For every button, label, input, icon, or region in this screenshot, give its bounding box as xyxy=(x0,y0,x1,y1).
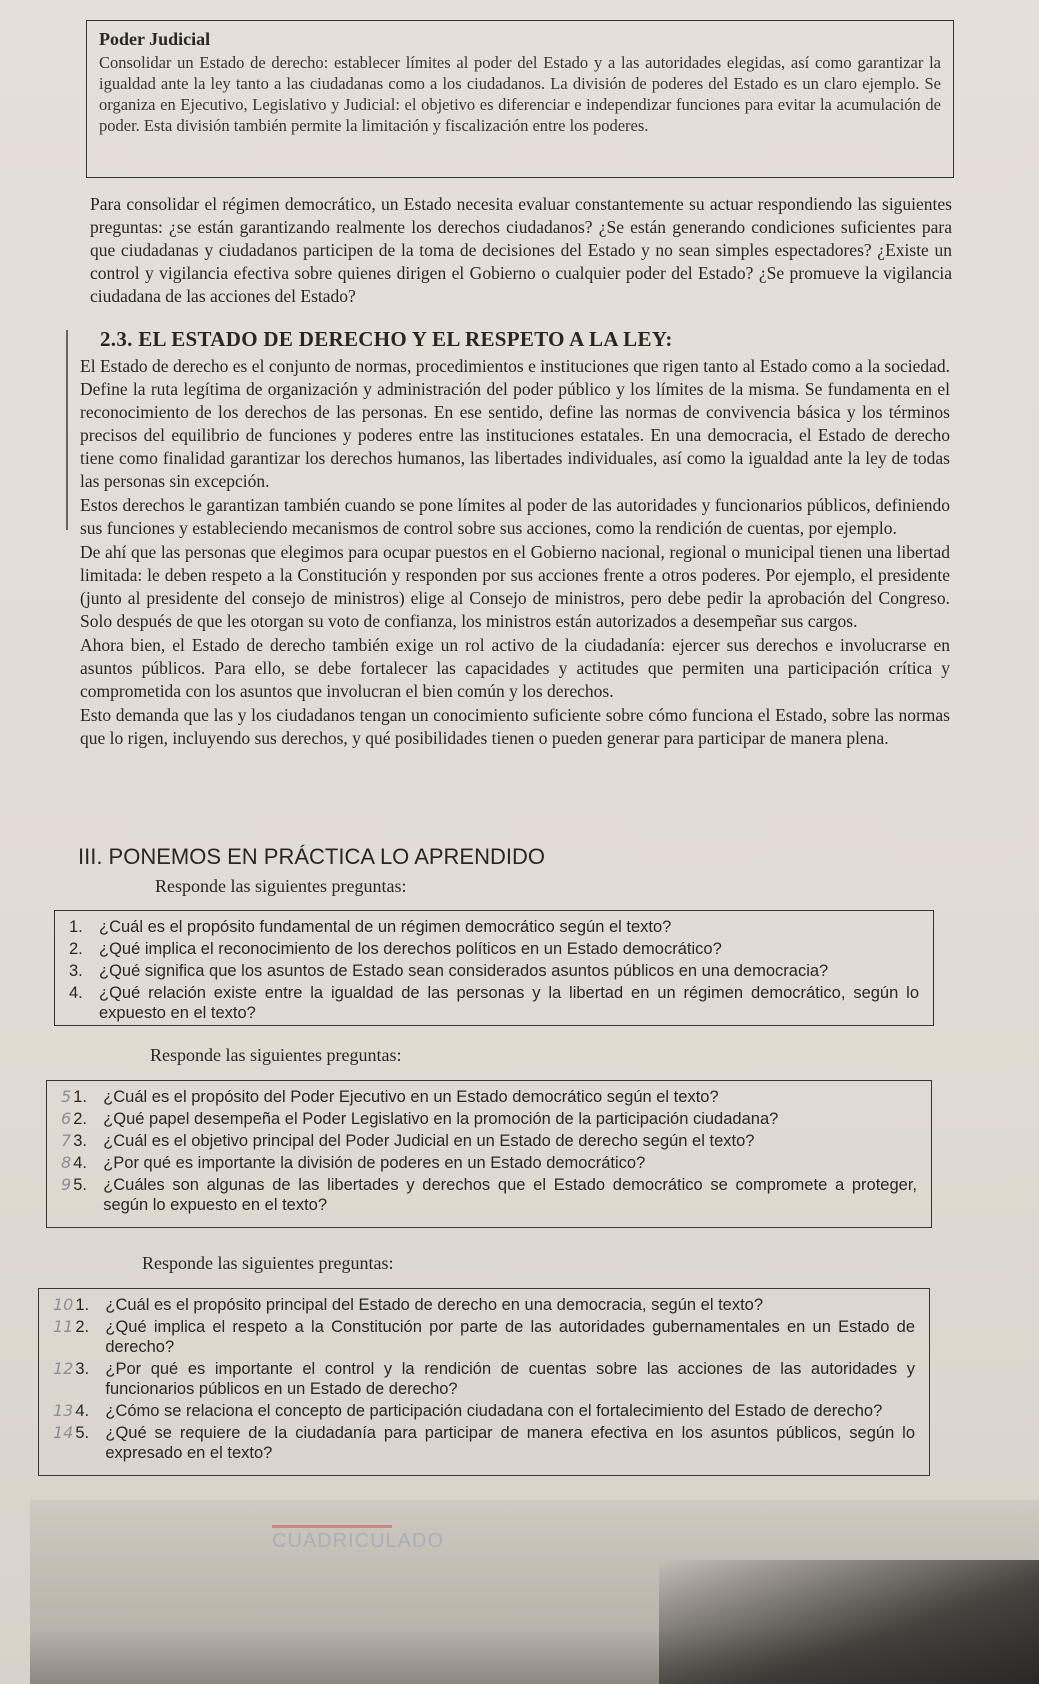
section-paragraph: De ahí que las personas que elegimos para ocupar puestos en el Gobierno nacional, regional o municipal tienen una libertad limitada: le deben respeto a la Constitución y responden por sus acciones frente a otros poderes. Por ejemplo, el presidente (junto al presidente del consejo de ministros) elige al Consejo de ministros, pero debe pedir la aprobación del Congreso. Solo después de que les otorgan su voto de confianza, los ministros están autorizados a desempeñar sus cargos. xyxy=(80,542,950,631)
notebook-stripe xyxy=(272,1525,392,1528)
question-item: 12 3. ¿Por qué es importante el control y la rendición de cuentas sobre las acciones de las autoridades y funcionarios públicos en un Estado de derecho? xyxy=(53,1359,915,1398)
handwritten-number: 6 xyxy=(61,1109,72,1128)
handwritten-number: 8 xyxy=(61,1153,72,1172)
section-paragraph: Ahora bien, el Estado de derecho también exige un rol activo de la ciudadanía: ejercer sus derechos e involucrarse en asuntos públicos. Para ello, se debe fortalecer las capacidades y actitudes que permiten una participación crítica y comprometida con los asuntos que involucran el bien común y los derechos. xyxy=(80,635,950,701)
section-paragraph: El Estado de derecho es el conjunto de normas, procedimientos e instituciones que rigen tanto al Estado como a la sociedad. Define la ruta legítima de organización y administración del poder público y los límites de la misma. Se fundamenta en el reconocimiento de los derechos de las personas. En ese sentido, define las normas de convivencia básica y los términos precisos del equilibrio de funciones y poderes entre las instituciones estatales. En una democracia, el Estado de derecho tiene como finalidad garantizar los derechos humanos, las libertades individuales, así como la igualdad ante la ley de todas las personas sin excepción. xyxy=(80,356,950,491)
practice-heading: III. PONEMOS EN PRÁCTICA LO APRENDIDO xyxy=(78,844,545,869)
respond-label: Responde las siguientes preguntas: xyxy=(142,1253,394,1273)
handwritten-number: 9 xyxy=(61,1175,72,1194)
poder-judicial-box xyxy=(86,20,954,178)
handwritten-number: 7 xyxy=(61,1131,72,1150)
questions-box-1 xyxy=(54,910,934,1026)
question-item: 6 2. ¿Qué papel desempeña el Poder Legislativo en la promoción de la participación ciudadana? xyxy=(61,1109,779,1128)
handwritten-number: 13 xyxy=(53,1401,74,1420)
question-item: 3. ¿Qué significa que los asuntos de Estado sean considerados asuntos públicos en una democracia? xyxy=(69,962,829,980)
poder-judicial-title: Poder Judicial xyxy=(99,29,211,49)
question-item: 4. ¿Qué relación existe entre la igualdad de las personas y la libertad en un régimen democrático, según lo expuesto en el texto? xyxy=(69,984,919,1022)
question-item: 2. ¿Qué implica el reconocimiento de los derechos políticos en un Estado democrático? xyxy=(69,940,722,958)
democracy-paragraph: Para consolidar el régimen democrático, un Estado necesita evaluar constantemente su actuar respondiendo las siguientes preguntas: ¿se están garantizando realmente los derechos ciudadanos? ¿Se están generando condiciones suficientes para que ciudadanas y ciudadanos participen de la toma de decisiones del Estado y no sean simples espectadores? ¿Existe un control y vigilancia efectiva sobre quienes dirigen el Gobierno o cualquier poder del Estado? ¿Se promueve la vigilancia ciudadana de las acciones del Estado? xyxy=(90,194,952,306)
section-heading: 2.3. EL ESTADO DE DERECHO Y EL RESPETO A LA LEY: xyxy=(100,327,673,351)
poder-judicial-text: Consolidar un Estado de derecho: establecer límites al poder del Estado y a las autoridades elegidas, así como garantizar la igualdad ante la ley tanto a las ciudadanas como a los ciudadanos. La división de poderes del Estado es un claro ejemplo. Se organiza en Ejecutivo, Legislativo y Judicial: el objetivo es diferenciar e independizar funciones para evitar la acumulación de poder. Esta división también permite la limitación y fiscalización entre los poderes. xyxy=(99,53,941,135)
question-item: 5 1. ¿Cuál es el propósito del Poder Ejecutivo en un Estado democrático según el texto? xyxy=(61,1087,719,1106)
respond-label: Responde las siguientes preguntas: xyxy=(150,1045,402,1065)
handwritten-number: 11 xyxy=(53,1317,74,1336)
handwritten-number: 12 xyxy=(53,1359,74,1378)
question-item: 1. ¿Cuál es el propósito fundamental de un régimen democrático según el texto? xyxy=(69,918,672,936)
questions-box-3 xyxy=(38,1288,930,1476)
question-list xyxy=(69,917,919,1023)
question-item: 11 2. ¿Qué implica el respeto a la Constitución por parte de las autoridades gubernamentales en un Estado de derecho? xyxy=(53,1317,915,1356)
questions-box-2 xyxy=(46,1080,932,1228)
question-item: 7 3. ¿Cuál es el objetivo principal del Poder Judicial en un Estado de derecho según el texto? xyxy=(61,1131,755,1150)
notebook-brand: CUADRICULADO xyxy=(272,1530,445,1552)
question-item: 9 5. ¿Cuáles son algunas de las libertades y derechos que el Estado democrático se compromete a proteger, según lo expuesto en el texto? xyxy=(61,1175,917,1214)
question-list xyxy=(53,1295,915,1463)
section-paragraph: Esto demanda que las y los ciudadanos tengan un conocimiento suficiente sobre cómo funciona el Estado, sobre las normas que lo rigen, incluyendo sus derechos, y qué posibilidades tienen o pueden generar para participar de manera plena. xyxy=(80,705,950,748)
question-item: 14 5. ¿Qué se requiere de la ciudadanía para participar de manera efectiva en los asuntos públicos, según lo expresado en el texto? xyxy=(53,1423,915,1462)
shadow xyxy=(659,1560,1039,1684)
handwritten-number: 5 xyxy=(61,1087,72,1106)
question-item: 10 1. ¿Cuál es el propósito principal del Estado de derecho en una democracia, según el texto? xyxy=(53,1295,764,1314)
section-paragraph: Estos derechos le garantizan también cuando se pone límites al poder de las autoridades y funcionarios públicos, definiendo sus funciones y estableciendo mecanismos de control sobre sus acciones, como la rendición de cuentas, por ejemplo. xyxy=(80,495,950,538)
margin-mark xyxy=(66,330,68,530)
handwritten-number: 14 xyxy=(53,1423,74,1442)
question-list xyxy=(61,1087,917,1215)
question-item: 8 4. ¿Por qué es importante la división de poderes en un Estado democrático? xyxy=(61,1153,646,1172)
section-body xyxy=(80,355,950,751)
respond-label: Responde las siguientes preguntas: xyxy=(155,876,407,896)
handwritten-number: 10 xyxy=(53,1295,74,1314)
question-item: 13 4. ¿Cómo se relaciona el concepto de participación ciudadana con el fortalecimiento del Estado de derecho? xyxy=(53,1401,883,1420)
